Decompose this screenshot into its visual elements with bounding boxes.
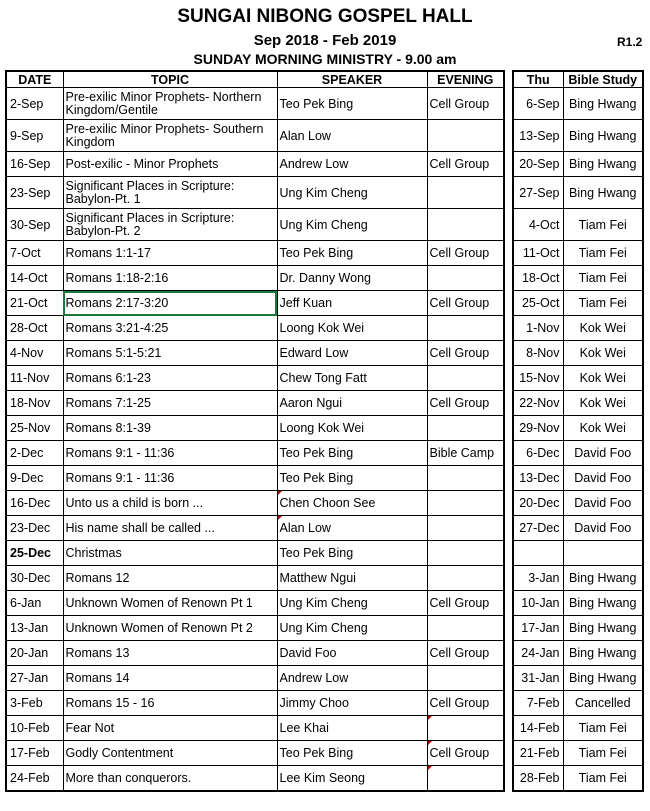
table-row — [6, 716, 504, 741]
speaker-cell: Chew Tong Fatt — [277, 366, 427, 391]
bible-study-cell: Tiam Fei — [563, 766, 643, 792]
date-cell: 24-Feb — [6, 766, 63, 792]
table-row — [6, 516, 504, 541]
date-cell: 13-Jan — [6, 616, 63, 641]
evening-cell: Cell Group — [427, 341, 504, 366]
thu-date-cell: 31-Jan — [513, 666, 563, 691]
ministry-table — [5, 70, 505, 792]
header-thu: Thu — [513, 71, 563, 88]
header-evening: EVENING — [427, 71, 504, 88]
topic-cell: Pre-exilic Minor Prophets- Northern Kingdom/Gentile — [63, 88, 277, 120]
table-row — [513, 591, 643, 616]
thu-date-cell: 6-Sep — [513, 88, 563, 120]
table-row — [6, 766, 504, 792]
table-row — [6, 241, 504, 266]
table-row — [6, 591, 504, 616]
table-row — [6, 441, 504, 466]
date-cell: 30-Dec — [6, 566, 63, 591]
thu-date-cell: 8-Nov — [513, 341, 563, 366]
topic-cell: Romans 1:1-17 — [63, 241, 277, 266]
bible-study-cell: Bing Hwang — [563, 666, 643, 691]
table-row — [513, 566, 643, 591]
speaker-cell: Alan Low — [277, 120, 427, 152]
table-row — [6, 291, 504, 316]
table-row — [513, 391, 643, 416]
date-cell: 11-Nov — [6, 366, 63, 391]
thu-date-cell: 28-Feb — [513, 766, 563, 792]
evening-cell — [427, 541, 504, 566]
thu-date-cell: 24-Jan — [513, 641, 563, 666]
thu-date-cell: 22-Nov — [513, 391, 563, 416]
speaker-cell: Ung Kim Cheng — [277, 209, 427, 241]
bible-study-cell — [563, 541, 643, 566]
date-cell: 17-Feb — [6, 741, 63, 766]
speaker-cell: David Foo — [277, 641, 427, 666]
evening-cell — [427, 766, 504, 792]
table-row — [513, 209, 643, 241]
topic-cell: Romans 9:1 - 11:36 — [63, 466, 277, 491]
speaker-cell: Matthew Ngui — [277, 566, 427, 591]
speaker-cell: Andrew Low — [277, 666, 427, 691]
table-row — [6, 541, 504, 566]
speaker-cell: Andrew Low — [277, 152, 427, 177]
thu-date-cell: 6-Dec — [513, 441, 563, 466]
table-row — [6, 691, 504, 716]
thu-date-cell: 10-Jan — [513, 591, 563, 616]
topic-cell: Romans 15 - 16 — [63, 691, 277, 716]
speaker-cell: Alan Low — [277, 516, 427, 541]
date-cell: 9-Dec — [6, 466, 63, 491]
table-row — [513, 766, 643, 792]
speaker-cell: Jimmy Choo — [277, 691, 427, 716]
header-topic: TOPIC — [63, 71, 277, 88]
thu-date-cell: 21-Feb — [513, 741, 563, 766]
speaker-cell: Chen Choon See — [277, 491, 427, 516]
table-row — [6, 466, 504, 491]
date-cell: 30-Sep — [6, 209, 63, 241]
topic-cell: Romans 7:1-25 — [63, 391, 277, 416]
date-cell: 9-Sep — [6, 120, 63, 152]
bible-study-cell: Tiam Fei — [563, 266, 643, 291]
bible-study-cell: Tiam Fei — [563, 241, 643, 266]
topic-cell: Romans 5:1-5:21 — [63, 341, 277, 366]
bible-study-table — [512, 70, 644, 792]
table-row — [6, 177, 504, 209]
table-row — [6, 366, 504, 391]
date-cell: 21-Oct — [6, 291, 63, 316]
bible-study-cell: David Foo — [563, 441, 643, 466]
bible-study-cell: Bing Hwang — [563, 120, 643, 152]
table-row — [513, 416, 643, 441]
evening-cell — [427, 366, 504, 391]
topic-cell: More than conquerors. — [63, 766, 277, 792]
topic-cell: Unknown Women of Renown Pt 2 — [63, 616, 277, 641]
topic-cell: Post-exilic - Minor Prophets — [63, 152, 277, 177]
speaker-cell: Ung Kim Cheng — [277, 616, 427, 641]
bible-study-cell: Kok Wei — [563, 341, 643, 366]
date-cell: 14-Oct — [6, 266, 63, 291]
evening-cell — [427, 566, 504, 591]
table-row — [513, 120, 643, 152]
table-row — [6, 120, 504, 152]
speaker-cell: Ung Kim Cheng — [277, 177, 427, 209]
table-row — [6, 641, 504, 666]
evening-cell: Cell Group — [427, 152, 504, 177]
thu-date-cell: 11-Oct — [513, 241, 563, 266]
thu-date-cell: 27-Sep — [513, 177, 563, 209]
speaker-cell: Lee Khai — [277, 716, 427, 741]
date-cell: 6-Jan — [6, 591, 63, 616]
table-row — [513, 616, 643, 641]
evening-cell — [427, 120, 504, 152]
date-cell: 10-Feb — [6, 716, 63, 741]
thu-date-cell: 13-Dec — [513, 466, 563, 491]
table-row — [513, 241, 643, 266]
table-row — [513, 177, 643, 209]
table-row — [6, 616, 504, 641]
evening-cell: Cell Group — [427, 641, 504, 666]
speaker-cell: Teo Pek Bing — [277, 241, 427, 266]
evening-cell — [427, 177, 504, 209]
table-row — [513, 666, 643, 691]
speaker-cell: Teo Pek Bing — [277, 88, 427, 120]
topic-cell: His name shall be called ... — [63, 516, 277, 541]
evening-cell: Cell Group — [427, 591, 504, 616]
thu-date-cell: 20-Dec — [513, 491, 563, 516]
speaker-cell: Lee Kim Seong — [277, 766, 427, 792]
thu-date-cell — [513, 541, 563, 566]
table-row — [513, 152, 643, 177]
thu-date-cell: 3-Jan — [513, 566, 563, 591]
speaker-cell: Teo Pek Bing — [277, 741, 427, 766]
table-row — [6, 491, 504, 516]
evening-cell — [427, 716, 504, 741]
table-row — [513, 441, 643, 466]
topic-cell: Romans 9:1 - 11:36 — [63, 441, 277, 466]
date-cell: 23-Sep — [6, 177, 63, 209]
bible-study-cell: Bing Hwang — [563, 152, 643, 177]
speaker-cell: Jeff Kuan — [277, 291, 427, 316]
table-row — [513, 366, 643, 391]
evening-cell: Cell Group — [427, 691, 504, 716]
bible-study-cell: Bing Hwang — [563, 616, 643, 641]
thu-date-cell: 17-Jan — [513, 616, 563, 641]
bible-study-cell: Bing Hwang — [563, 591, 643, 616]
table-row — [6, 741, 504, 766]
speaker-cell: Dr. Danny Wong — [277, 266, 427, 291]
thu-date-cell: 25-Oct — [513, 291, 563, 316]
evening-cell: Cell Group — [427, 241, 504, 266]
ministry-subtitle: SUNDAY MORNING MINISTRY - 9.00 am — [193, 51, 457, 67]
evening-cell — [427, 466, 504, 491]
evening-cell: Bible Camp — [427, 441, 504, 466]
bible-study-cell: Tiam Fei — [563, 716, 643, 741]
bible-study-cell: Tiam Fei — [563, 209, 643, 241]
speaker-cell: Edward Low — [277, 341, 427, 366]
topic-cell: Romans 8:1-39 — [63, 416, 277, 441]
table-row — [513, 466, 643, 491]
date-cell: 16-Sep — [6, 152, 63, 177]
period-label: Sep 2018 - Feb 2019 — [253, 32, 397, 49]
date-cell: 20-Jan — [6, 641, 63, 666]
header-bible-study: Bible Study — [563, 71, 643, 88]
topic-cell: Christmas — [63, 541, 277, 566]
table-row — [6, 152, 504, 177]
bible-study-cell: Bing Hwang — [563, 177, 643, 209]
evening-cell — [427, 616, 504, 641]
evening-cell — [427, 666, 504, 691]
bible-study-cell: Bing Hwang — [563, 566, 643, 591]
table-row — [6, 316, 504, 341]
thu-date-cell: 18-Oct — [513, 266, 563, 291]
bible-study-cell: David Foo — [563, 466, 643, 491]
bible-study-cell: Bing Hwang — [563, 641, 643, 666]
speaker-cell: Teo Pek Bing — [277, 466, 427, 491]
topic-cell: Romans 12 — [63, 566, 277, 591]
table-row — [513, 691, 643, 716]
table-row — [6, 391, 504, 416]
table-row — [513, 291, 643, 316]
header-date: DATE — [6, 71, 63, 88]
header-speaker: SPEAKER — [277, 71, 427, 88]
evening-cell: Cell Group — [427, 291, 504, 316]
date-cell: 4-Nov — [6, 341, 63, 366]
thu-date-cell: 13-Sep — [513, 120, 563, 152]
topic-cell: Romans 1:18-2:16 — [63, 266, 277, 291]
table-row — [513, 741, 643, 766]
table-row — [513, 88, 643, 120]
topic-cell: Romans 6:1-23 — [63, 366, 277, 391]
bible-study-cell: Tiam Fei — [563, 741, 643, 766]
table-row — [513, 266, 643, 291]
table-row — [513, 341, 643, 366]
topic-cell: Romans 2:17-3:20 — [63, 291, 277, 316]
bible-study-cell: Kok Wei — [563, 391, 643, 416]
table-row — [6, 341, 504, 366]
thu-date-cell: 4-Oct — [513, 209, 563, 241]
evening-cell — [427, 209, 504, 241]
topic-cell: Romans 13 — [63, 641, 277, 666]
bible-study-cell: Cancelled — [563, 691, 643, 716]
bible-study-cell: David Foo — [563, 491, 643, 516]
speaker-cell: Aaron Ngui — [277, 391, 427, 416]
topic-cell: Significant Places in Scripture: Babylon-Pt. 1 — [63, 177, 277, 209]
table-row — [513, 491, 643, 516]
bible-study-cell: Bing Hwang — [563, 88, 643, 120]
topic-cell: Pre-exilic Minor Prophets- Southern Kingdom — [63, 120, 277, 152]
speaker-cell: Teo Pek Bing — [277, 541, 427, 566]
bible-study-cell: Tiam Fei — [563, 291, 643, 316]
speaker-cell: Loong Kok Wei — [277, 416, 427, 441]
revision-label: R1.2 — [617, 35, 643, 49]
date-cell: 7-Oct — [6, 241, 63, 266]
evening-cell — [427, 516, 504, 541]
evening-cell: Cell Group — [427, 741, 504, 766]
speaker-cell: Teo Pek Bing — [277, 441, 427, 466]
topic-cell: Godly Contentment — [63, 741, 277, 766]
thu-date-cell: 29-Nov — [513, 416, 563, 441]
table-row — [513, 316, 643, 341]
bible-study-cell: Kok Wei — [563, 416, 643, 441]
date-cell: 25-Dec — [6, 541, 63, 566]
thu-date-cell: 1-Nov — [513, 316, 563, 341]
thu-date-cell: 15-Nov — [513, 366, 563, 391]
thu-date-cell: 20-Sep — [513, 152, 563, 177]
thu-date-cell: 27-Dec — [513, 516, 563, 541]
date-cell: 25-Nov — [6, 416, 63, 441]
table-row — [513, 716, 643, 741]
topic-cell: Significant Places in Scripture: Babylon-Pt. 2 — [63, 209, 277, 241]
evening-cell — [427, 266, 504, 291]
date-cell: 2-Dec — [6, 441, 63, 466]
date-cell: 28-Oct — [6, 316, 63, 341]
table-row — [513, 516, 643, 541]
evening-cell — [427, 316, 504, 341]
table-row — [6, 209, 504, 241]
thu-date-cell: 14-Feb — [513, 716, 563, 741]
page-title: SUNGAI NIBONG GOSPEL HALL — [177, 6, 473, 27]
evening-cell: Cell Group — [427, 88, 504, 120]
date-cell: 18-Nov — [6, 391, 63, 416]
date-cell: 3-Feb — [6, 691, 63, 716]
bible-study-cell: David Foo — [563, 516, 643, 541]
table-row — [513, 541, 643, 566]
bible-study-cell: Kok Wei — [563, 316, 643, 341]
topic-cell: Romans 3:21-4:25 — [63, 316, 277, 341]
topic-cell: Romans 14 — [63, 666, 277, 691]
evening-cell — [427, 491, 504, 516]
evening-cell: Cell Group — [427, 391, 504, 416]
date-cell: 2-Sep — [6, 88, 63, 120]
topic-cell: Unto us a child is born ... — [63, 491, 277, 516]
table-row — [6, 266, 504, 291]
date-cell: 27-Jan — [6, 666, 63, 691]
table-row — [6, 416, 504, 441]
speaker-cell: Loong Kok Wei — [277, 316, 427, 341]
table-row — [6, 566, 504, 591]
thu-date-cell: 7-Feb — [513, 691, 563, 716]
table-row — [513, 641, 643, 666]
date-cell: 16-Dec — [6, 491, 63, 516]
date-cell: 23-Dec — [6, 516, 63, 541]
bible-study-cell: Kok Wei — [563, 366, 643, 391]
table-row — [6, 88, 504, 120]
table-row — [6, 666, 504, 691]
evening-cell — [427, 416, 504, 441]
speaker-cell: Ung Kim Cheng — [277, 591, 427, 616]
topic-cell: Fear Not — [63, 716, 277, 741]
topic-cell: Unknown Women of Renown Pt 1 — [63, 591, 277, 616]
